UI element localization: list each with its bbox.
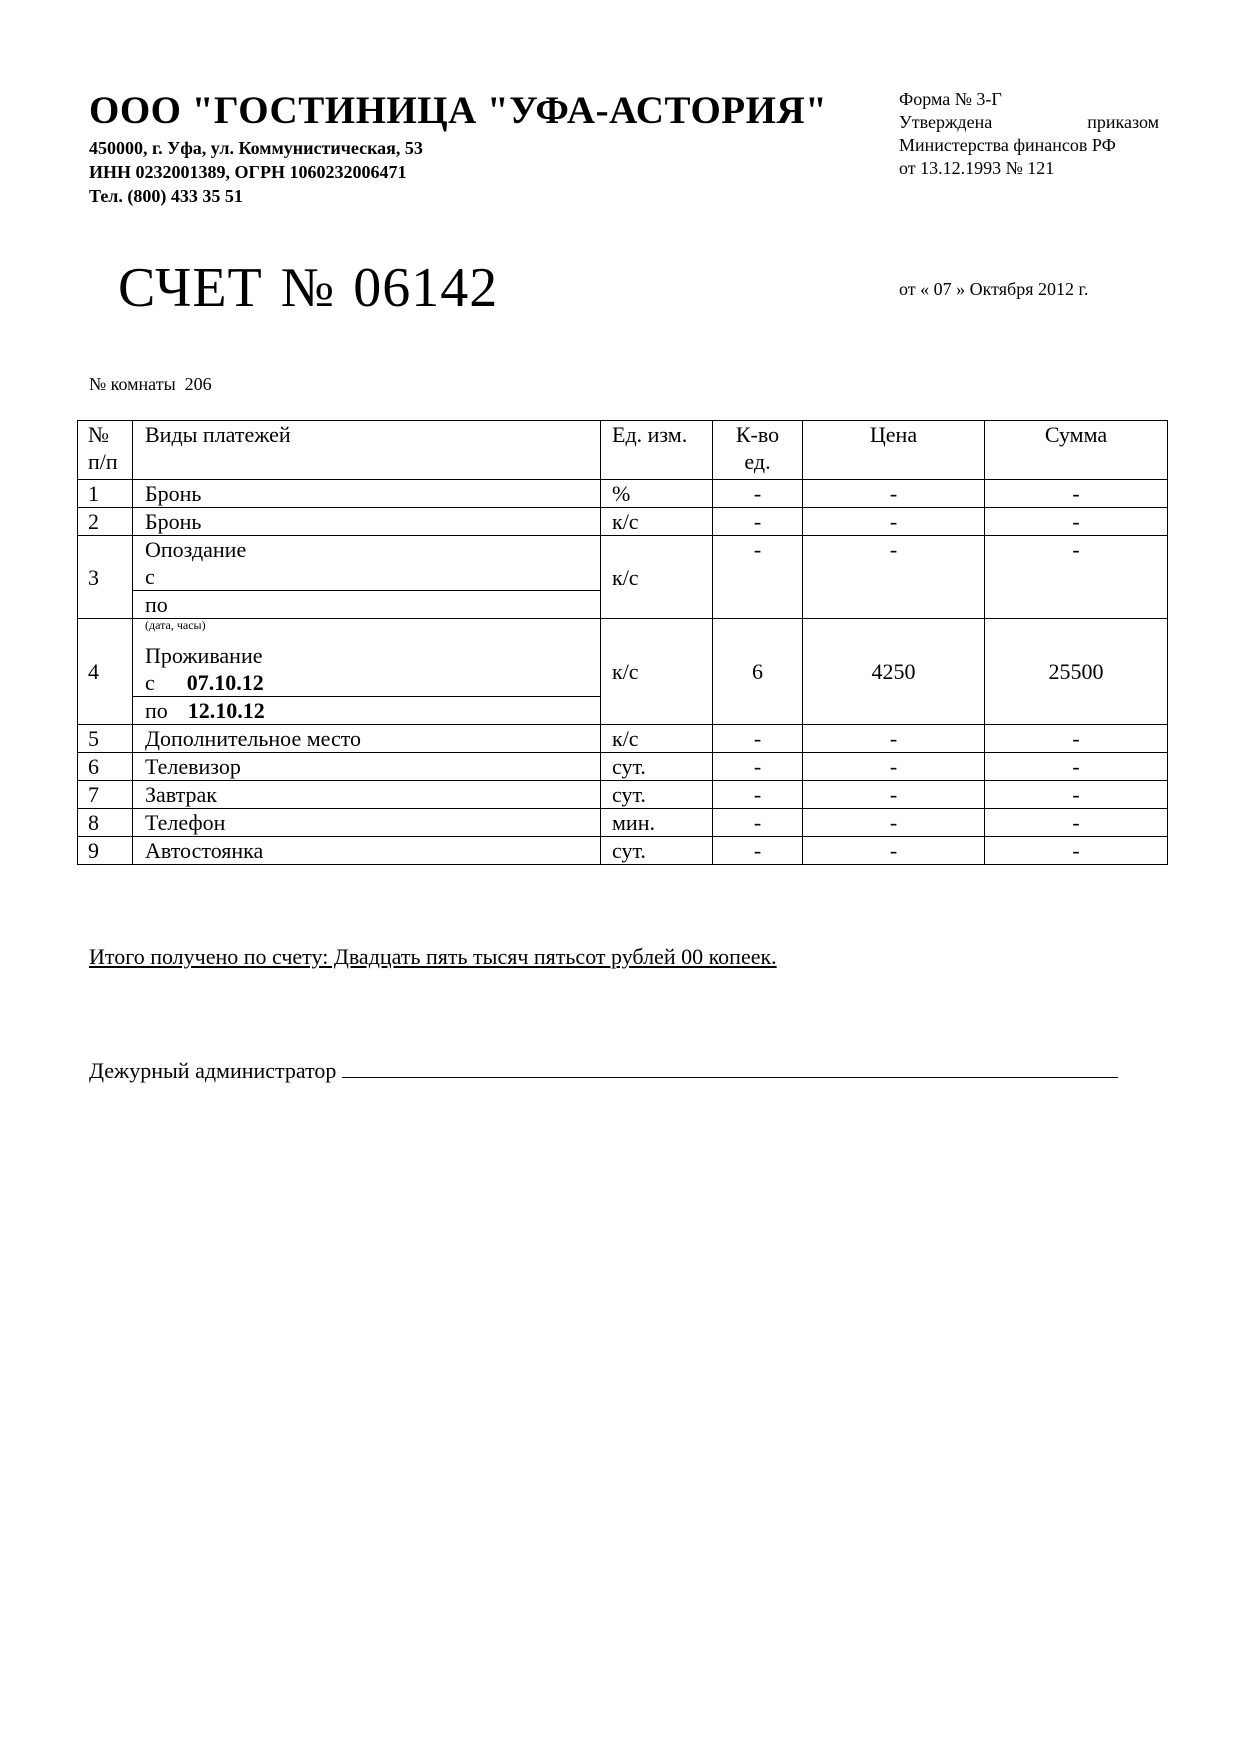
row-num: 9 — [78, 837, 133, 865]
row-sum: - — [985, 508, 1168, 536]
row-qty: - — [713, 781, 803, 809]
table-row — [78, 536, 1168, 619]
stay-from: с 07.10.12 — [145, 670, 264, 695]
stay-from-value: 07.10.12 — [186, 670, 264, 695]
row-qty: - — [713, 480, 803, 508]
row-unit: % — [601, 480, 713, 508]
room-label: № комнаты — [89, 374, 176, 394]
late-from-label: с — [145, 564, 155, 589]
invoice-title-word: СЧЕТ — [118, 257, 263, 319]
row-name: Телевизор — [133, 753, 601, 781]
row-num: 8 — [78, 809, 133, 837]
row-sum: - — [985, 753, 1168, 781]
row-unit: сут. — [601, 781, 713, 809]
row-qty: - — [713, 508, 803, 536]
room-value: 206 — [184, 374, 212, 394]
row-num: 4 — [78, 619, 133, 725]
table-row — [78, 619, 1168, 725]
form-ministry: Министерства финансов РФ — [899, 135, 1116, 155]
table-header-row — [78, 421, 1168, 480]
row-qty: - — [713, 753, 803, 781]
late-to-label: по — [133, 590, 600, 618]
form-approved-line — [899, 111, 1159, 134]
row-price: - — [803, 536, 985, 619]
signature-blank[interactable] — [342, 1057, 1118, 1078]
table-row — [78, 837, 1168, 865]
header-quantity: К-во ед. — [713, 421, 803, 480]
row-price: - — [803, 753, 985, 781]
row-num: 3 — [78, 536, 133, 619]
row-price: - — [803, 781, 985, 809]
table-row — [78, 809, 1168, 837]
form-order-word: приказом — [1087, 112, 1159, 132]
row-name: Бронь — [133, 480, 601, 508]
row-name-late — [133, 536, 601, 619]
row-unit: к/с — [601, 508, 713, 536]
room-number — [89, 374, 212, 395]
stay-to-value: 12.10.12 — [187, 698, 265, 723]
row-num: 7 — [78, 781, 133, 809]
form-approval-block — [899, 88, 1159, 180]
row-price: - — [803, 725, 985, 753]
row-unit: сут. — [601, 753, 713, 781]
table-row — [78, 508, 1168, 536]
row-sum: - — [985, 536, 1168, 619]
row-unit: к/с — [601, 619, 713, 725]
row-qty: 6 — [713, 619, 803, 725]
table-row — [78, 781, 1168, 809]
header-unit: Ед. изм. — [601, 421, 713, 480]
invoice-number-sign: № — [280, 257, 336, 319]
row-qty: - — [713, 725, 803, 753]
header-payment-type: Виды платежей — [133, 421, 601, 480]
row-unit: сут. — [601, 837, 713, 865]
row-sum: - — [985, 781, 1168, 809]
invoice-date: от « 07 » Октября 2012 г. — [899, 279, 1089, 299]
row-unit: мин. — [601, 809, 713, 837]
row-sum: - — [985, 809, 1168, 837]
table-row — [78, 480, 1168, 508]
row-unit: к/с — [601, 725, 713, 753]
row-name: Автостоянка — [133, 837, 601, 865]
header-num: № п/п — [78, 421, 133, 480]
signature-line — [89, 1057, 1118, 1084]
row-sum: 25500 — [985, 619, 1168, 725]
row-qty: - — [713, 536, 803, 619]
row-num: 6 — [78, 753, 133, 781]
row-price: - — [803, 508, 985, 536]
form-number: Форма № 3-Г — [899, 89, 1002, 109]
stay-to: по 12.10.12 — [133, 696, 600, 724]
row-name: Бронь — [133, 508, 601, 536]
row-num: 5 — [78, 725, 133, 753]
row-name: Дополнительное место — [133, 725, 601, 753]
row-num: 2 — [78, 508, 133, 536]
invoice-title — [118, 256, 498, 320]
org-name: ООО "ГОСТИНИЦА "УФА-АСТОРИЯ" — [89, 89, 828, 132]
row-num: 1 — [78, 480, 133, 508]
header-price: Цена — [803, 421, 985, 480]
row-qty: - — [713, 809, 803, 837]
row-sum: - — [985, 837, 1168, 865]
row-sum: - — [985, 480, 1168, 508]
row-sum: - — [985, 725, 1168, 753]
stay-label: Проживание — [145, 643, 263, 668]
date-hours-hint: (дата, часы) — [145, 618, 206, 632]
row-price: - — [803, 837, 985, 865]
org-address: 450000, г. Уфа, ул. Коммунистическая, 53 — [89, 138, 423, 158]
org-phone: Тел. (800) 433 35 51 — [89, 186, 243, 206]
row-qty: - — [713, 837, 803, 865]
payments-table — [77, 420, 1168, 865]
table-row — [78, 753, 1168, 781]
total-received: Итого получено по счету: Двадцать пять тысяч пятьсот рублей 00 копеек. — [89, 944, 777, 969]
row-price: - — [803, 809, 985, 837]
org-ids: ИНН 0232001389, ОГРН 1060232006471 — [89, 162, 407, 182]
invoice-number: 06142 — [353, 257, 499, 319]
row-unit: к/с — [601, 536, 713, 619]
row-price: 4250 — [803, 619, 985, 725]
signature-label: Дежурный администратор — [89, 1058, 337, 1083]
row-name: Завтрак — [133, 781, 601, 809]
late-label: Опоздание — [145, 537, 247, 562]
header-sum: Сумма — [985, 421, 1168, 480]
row-name: Телефон — [133, 809, 601, 837]
row-name-stay — [133, 619, 601, 725]
row-price: - — [803, 480, 985, 508]
form-approved-word: Утверждена — [899, 112, 993, 132]
form-order-date: от 13.12.1993 № 121 — [899, 158, 1055, 178]
table-row — [78, 725, 1168, 753]
